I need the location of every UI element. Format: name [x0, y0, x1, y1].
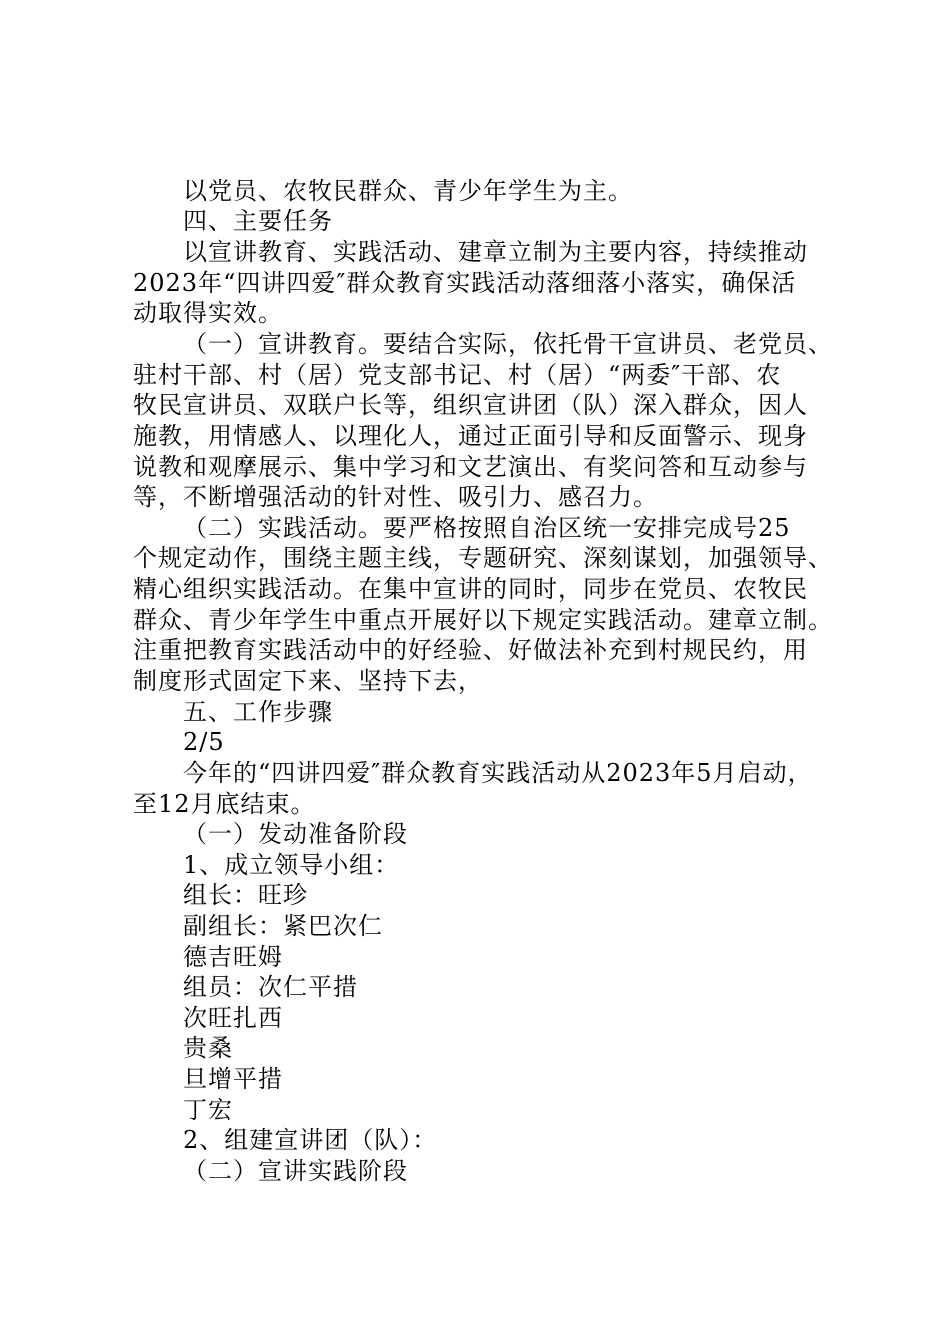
text-line: 施教，用情感人、以理化人，通过正面引导和反面警示、现身 — [133, 422, 808, 450]
subsection-heading: （二）宣讲实践阶段 — [183, 1157, 408, 1185]
text-line: 2023年“四讲四爱″群众教育实践活动落细落小落实，确保活 — [133, 269, 797, 297]
text-line: 贵桑 — [183, 1034, 233, 1062]
text-line: 牧民宣讲员、双联户长等，组织宣讲团（队）深入群众，因人 — [133, 391, 808, 419]
text-line: 旦增平措 — [183, 1065, 283, 1093]
text-line: 群众、青少年学生中重点开展好以下规定实践活动。建章立制。 — [133, 606, 833, 634]
text-line: 丁宏 — [183, 1096, 233, 1124]
text-line: 驻村干部、村（居）党支部书记、村（居）“两委″干部、农 — [133, 361, 782, 389]
text-line: 个规定动作，围绕主题主线，专题研究、深刻谋划，加强领导、 — [133, 544, 833, 572]
text-line: 以宣讲教育、实践活动、建章立制为主要内容，持续推动 — [183, 238, 808, 266]
text-line: 说教和观摩展示、集中学习和文艺演出、有奖问答和互动参与 — [133, 453, 808, 481]
section-heading: 四、主要任务 — [183, 207, 333, 235]
text-line: 组长：旺珍 — [183, 881, 308, 909]
text-line: 1、成立领导小组： — [183, 851, 400, 879]
text-line: 等，不断增强活动的针对性、吸引力、感召力。 — [133, 483, 658, 511]
text-line: 至12月底结束。 — [133, 790, 316, 818]
text-line: 制度形式固定下来、坚持下去， — [133, 667, 483, 695]
text-line: 2、组建宣讲团（队）： — [183, 1126, 438, 1154]
text-line: 动取得实效。 — [133, 299, 283, 327]
text-line: 次旺扎西 — [183, 1004, 283, 1032]
text-line: 组员：次仁平措 — [183, 973, 358, 1001]
text-line: 德吉旺姆 — [183, 943, 283, 971]
text-line: （一）宣讲教育。要结合实际，依托骨干宣讲员、老党员、 — [183, 330, 833, 358]
subsection-heading: （一）发动准备阶段 — [183, 820, 408, 848]
text-line: 注重把教育实践活动中的好经验、好做法补充到村规民约，用 — [133, 636, 808, 664]
page-number: 2/5 — [183, 728, 225, 756]
text-line: 以党员、农牧民群众、青少年学生为主。 — [183, 177, 633, 205]
text-line: 副组长：紧巴次仁 — [183, 912, 383, 940]
text-line: 今年的“四讲四爱″群众教育实践活动从2023年5月启动， — [183, 759, 813, 787]
text-line: 精心组织实践活动。在集中宣讲的同时，同步在党员、农牧民 — [133, 575, 808, 603]
section-heading: 五、工作步骤 — [183, 698, 333, 726]
text-line: （二）实践活动。要严格按照自治区统一安排完成号25 — [183, 514, 791, 542]
